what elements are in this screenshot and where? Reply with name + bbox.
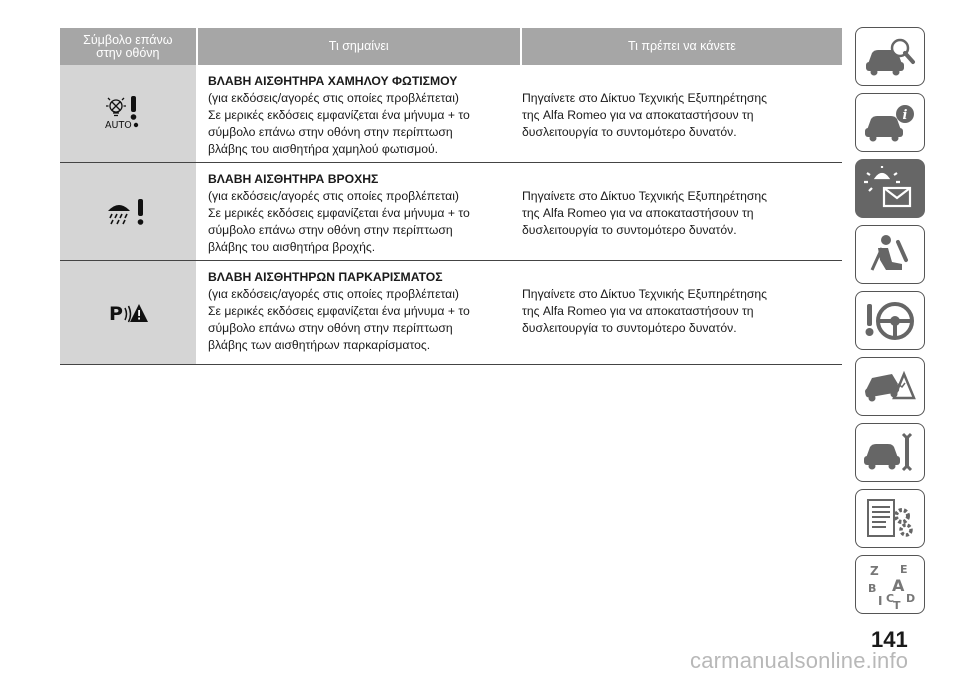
action-line: δυσλειτουργία το συντομότερο δυνατόν. xyxy=(522,223,737,237)
car-wrench-icon xyxy=(862,430,918,476)
table-header xyxy=(60,28,842,65)
svg-text:B: B xyxy=(868,581,877,595)
action-line: της Alfa Romeo για να αποκαταστήσουν τη xyxy=(522,108,754,122)
car-search-icon xyxy=(862,34,918,80)
warning-light-message-icon xyxy=(862,166,918,212)
meaning-line: βλάβης των αισθητήρων παρκαρίσματος. xyxy=(208,338,431,352)
warning-table xyxy=(60,28,842,365)
svg-text:P: P xyxy=(109,302,123,325)
svg-text:I: I xyxy=(878,593,883,608)
seat-airbag-icon xyxy=(862,232,918,278)
action-line: Πηγαίνετε στο Δίκτυο Τεχνικής Εξυπηρέτησης xyxy=(522,287,768,301)
action-line: της Alfa Romeo για να αποκαταστήσουν τη xyxy=(522,206,754,220)
action-cell xyxy=(522,163,842,260)
chapter-tabs xyxy=(855,27,927,621)
page-number: 141 xyxy=(871,627,908,652)
tab-maintenance[interactable] xyxy=(855,423,925,482)
alphabet-index-icon xyxy=(862,561,918,609)
meaning-line: βλάβης του αισθητήρα χαμηλού φωτισμού. xyxy=(208,142,439,156)
meaning-cell xyxy=(196,163,522,260)
rain-sensor-failure-icon xyxy=(60,163,196,260)
svg-text:i: i xyxy=(902,107,908,123)
meaning-line: σύμβολο επάνω στην οθόνη στην περίπτωση xyxy=(208,125,453,139)
svg-text:A: A xyxy=(892,575,905,595)
header-symbol: Σύμβολο επάνω στην οθόνη xyxy=(83,32,173,60)
svg-text:C: C xyxy=(886,591,895,605)
footer-watermark: carmanualsonline.info xyxy=(690,648,909,673)
svg-text:Z: Z xyxy=(870,563,879,578)
row-title: ΒΛΑΒΗ ΑΙΣΘΗΤΗΡΑ ΒΡΟΧΗΣ xyxy=(208,172,379,186)
meaning-line: Σε μερικές εκδόσεις εμφανίζεται ένα μήνυμα + το xyxy=(208,304,470,318)
svg-text:D: D xyxy=(906,591,916,605)
tab-steering[interactable] xyxy=(855,291,925,350)
parking-sensor-failure-icon xyxy=(60,261,196,364)
row-title: ΒΛΑΒΗ ΑΙΣΘΗΤΗΡΩΝ ΠΑΡΚΑΡΙΣΜΑΤΟΣ xyxy=(208,270,443,284)
row-title: ΒΛΑΒΗ ΑΙΣΘΗΤΗΡΑ ΧΑΜΗΛΟΥ ΦΩΤΙΣΜΟΥ xyxy=(208,74,458,88)
action-line: δυσλειτουργία το συντομότερο δυνατόν. xyxy=(522,321,737,335)
tab-emergency[interactable] xyxy=(855,357,925,416)
tab-warning-lights[interactable] xyxy=(855,159,925,218)
tab-car-info[interactable] xyxy=(855,93,925,152)
tab-index[interactable] xyxy=(855,555,925,614)
meaning-cell xyxy=(196,261,522,364)
meaning-line: (για εκδόσεις/αγορές στις οποίες προβλέπεται) xyxy=(208,91,459,105)
action-cell xyxy=(522,261,842,364)
car-info-icon xyxy=(862,100,918,146)
tab-seat-airbag[interactable] xyxy=(855,225,925,284)
header-meaning: Τι σημαίνει xyxy=(196,28,520,65)
meaning-line: Σε μερικές εκδόσεις εμφανίζεται ένα μήνυμα + το xyxy=(208,108,470,122)
meaning-line: σύμβολο επάνω στην οθόνη στην περίπτωση xyxy=(208,223,453,237)
table-row xyxy=(60,163,842,261)
action-cell xyxy=(522,65,842,162)
meaning-line: (για εκδόσεις/αγορές στις οποίες προβλέπεται) xyxy=(208,287,459,301)
svg-text:AUTO: AUTO xyxy=(105,119,132,131)
specs-gear-icon xyxy=(862,496,918,542)
action-line: της Alfa Romeo για να αποκαταστήσουν τη xyxy=(522,304,754,318)
light-sensor-failure-icon xyxy=(60,65,196,162)
car-accident-icon xyxy=(862,364,918,410)
table-row xyxy=(60,261,842,365)
steering-wheel-icon xyxy=(862,298,918,344)
meaning-cell xyxy=(196,65,522,162)
svg-text:E: E xyxy=(900,562,908,576)
svg-text:T: T xyxy=(893,598,901,609)
tab-car-search[interactable] xyxy=(855,27,925,86)
meaning-line: Σε μερικές εκδόσεις εμφανίζεται ένα μήνυμα + το xyxy=(208,206,470,220)
meaning-line: (για εκδόσεις/αγορές στις οποίες προβλέπεται) xyxy=(208,189,459,203)
meaning-line: σύμβολο επάνω στην οθόνη στην περίπτωση xyxy=(208,321,453,335)
header-action: Τι πρέπει να κάνετε xyxy=(520,28,842,65)
table-row xyxy=(60,65,842,163)
action-line: Πηγαίνετε στο Δίκτυο Τεχνικής Εξυπηρέτησης xyxy=(522,189,768,203)
tab-technical-specs[interactable] xyxy=(855,489,925,548)
meaning-line: βλάβης του αισθητήρα βροχής. xyxy=(208,240,376,254)
action-line: Πηγαίνετε στο Δίκτυο Τεχνικής Εξυπηρέτησης xyxy=(522,91,768,105)
action-line: δυσλειτουργία το συντομότερο δυνατόν. xyxy=(522,125,737,139)
